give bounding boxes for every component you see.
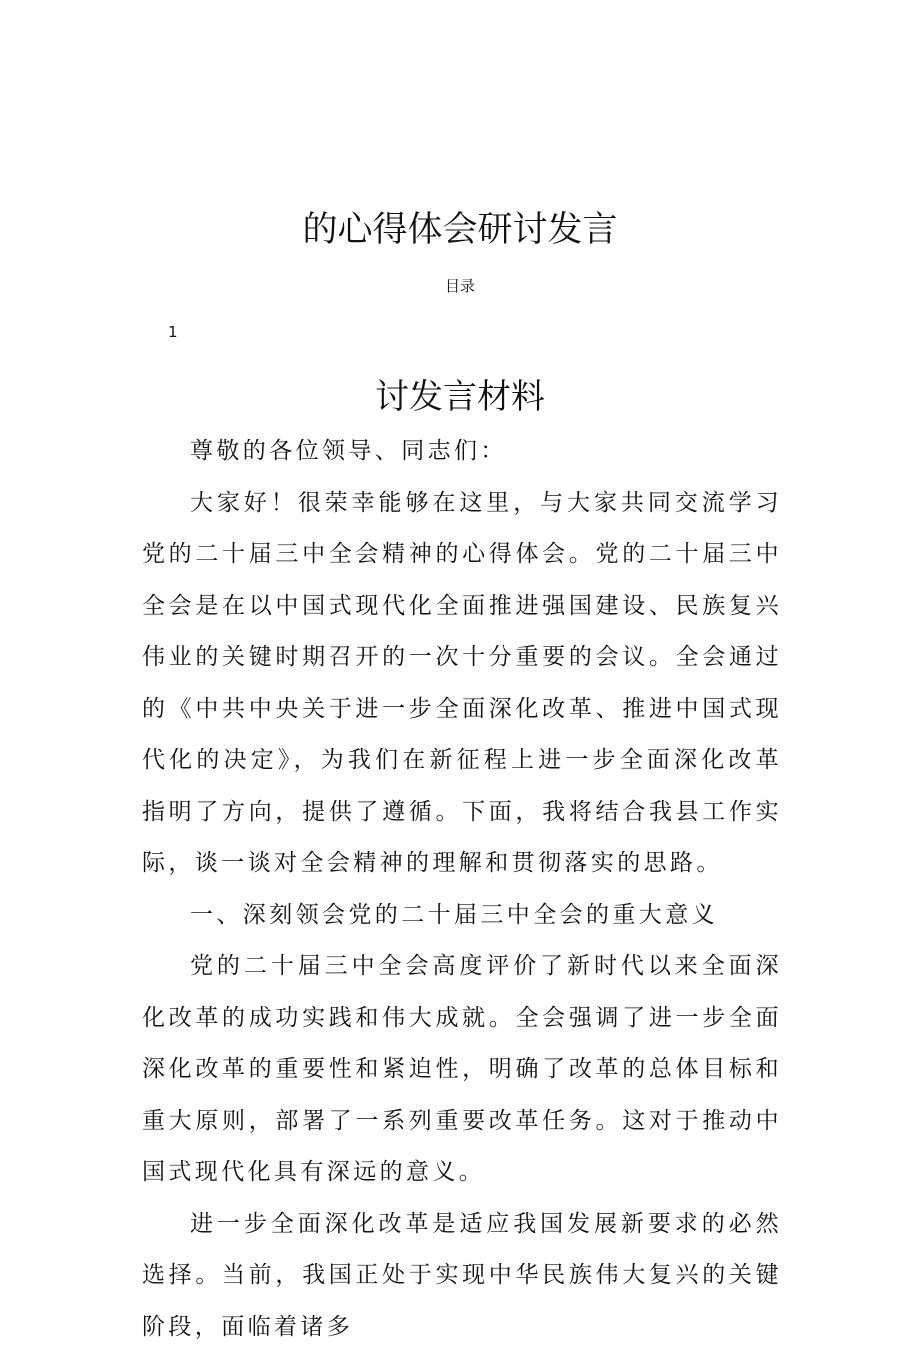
body-paragraph: 进一步全面深化改革是适应我国发展新要求的必然选择。当前，我国正处于实现中华民族伟大复兴的关键阶段，面临着诸多 bbox=[142, 1199, 782, 1353]
intro-paragraph: 大家好！很荣幸能够在这里，与大家共同交流学习党的二十届三中全会精神的心得体会。党的二十届三中全会是在以中国式现代化全面推进强国建设、民族复兴伟业的关键时期召开的一次十分重要的会议。全会通过的《中共中央关于进一步全面深化改革、推进中国式现代化的决定》，为我们在新征程上进一步全面深化改革指明了方向，提供了遵循。下面，我将结合我县工作实际，谈一谈对全会精神的理解和贯彻落实的思路。 bbox=[142, 478, 782, 890]
body-paragraph: 党的二十届三中全会高度评价了新时代以来全面深化改革的成功实践和伟大成就。全会强调了进一步全面深化改革的重要性和紧迫性，明确了改革的总体目标和重大原则，部署了一系列重要改革任务。这对于推动中国式现代化具有深远的意义。 bbox=[142, 941, 782, 1199]
section-title: 讨发言材料 bbox=[0, 371, 920, 423]
body-text bbox=[142, 426, 782, 1353]
toc-label: 目录 bbox=[0, 275, 920, 297]
salutation-paragraph: 尊敬的各位领导、同志们： bbox=[142, 426, 782, 478]
toc-entry: 1 bbox=[168, 321, 178, 343]
section-heading-1: 一、深刻领会党的二十届三中全会的重大意义 bbox=[142, 890, 782, 942]
document-title: 的心得体会研讨发言 bbox=[0, 204, 920, 256]
